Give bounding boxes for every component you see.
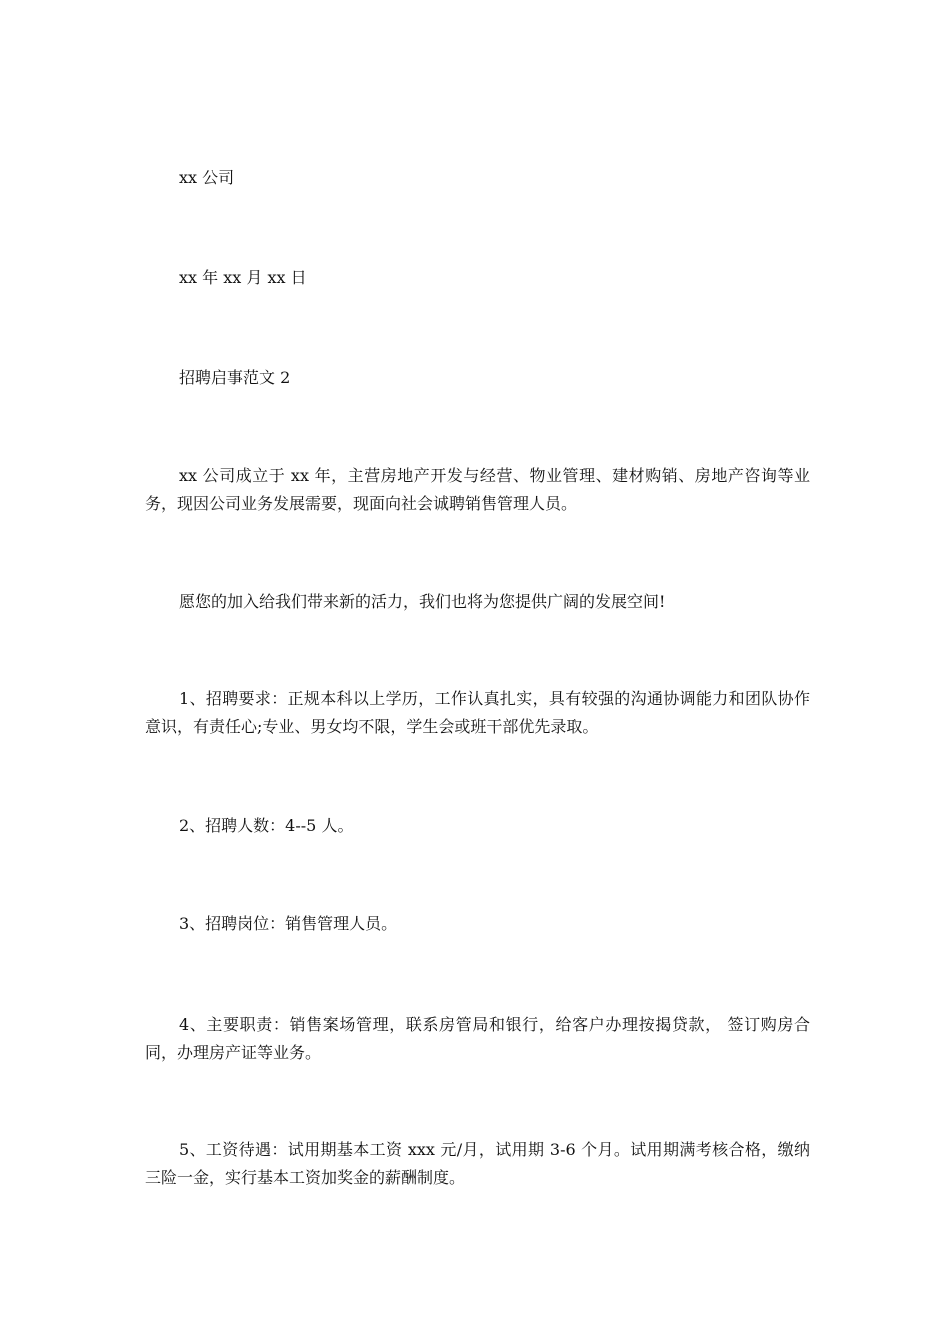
requirement-item-3: 3、招聘岗位：销售管理人员。 [179,914,398,933]
company-signature: xx 公司 [179,168,235,187]
welcome-paragraph: 愿您的加入给我们带来新的活力，我们也将为您提供广阔的发展空间! [179,592,666,611]
requirement-item-1: 1、招聘要求：正规本科以上学历，工作认真扎实，具有较强的沟通协调能力和团队协作意识，有责任心;专业、男女均不限，学生会或班干部优先录取。 [145,689,810,736]
document-title: 招聘启事范文 2 [179,368,291,387]
requirement-item-4: 4、主要职责：销售案场管理，联系房管局和银行，给客户办理按揭贷款， 签订购房合同，办理房产证等业务。 [145,1015,810,1062]
requirement-item-5: 5、工资待遇：试用期基本工资 xxx 元/月，试用期 3-6 个月。试用期满考核合格，缴纳三险一金，实行基本工资加奖金的薪酬制度。 [145,1140,810,1187]
signature-date: xx 年 xx 月 xx 日 [179,268,307,287]
requirement-item-2: 2、招聘人数：4--5 人。 [179,816,354,835]
intro-paragraph: xx 公司成立于 xx 年，主营房地产开发与经营、物业管理、建材购销、房地产咨询等业务，现因公司业务发展需要，现面向社会诚聘销售管理人员。 [145,466,810,513]
